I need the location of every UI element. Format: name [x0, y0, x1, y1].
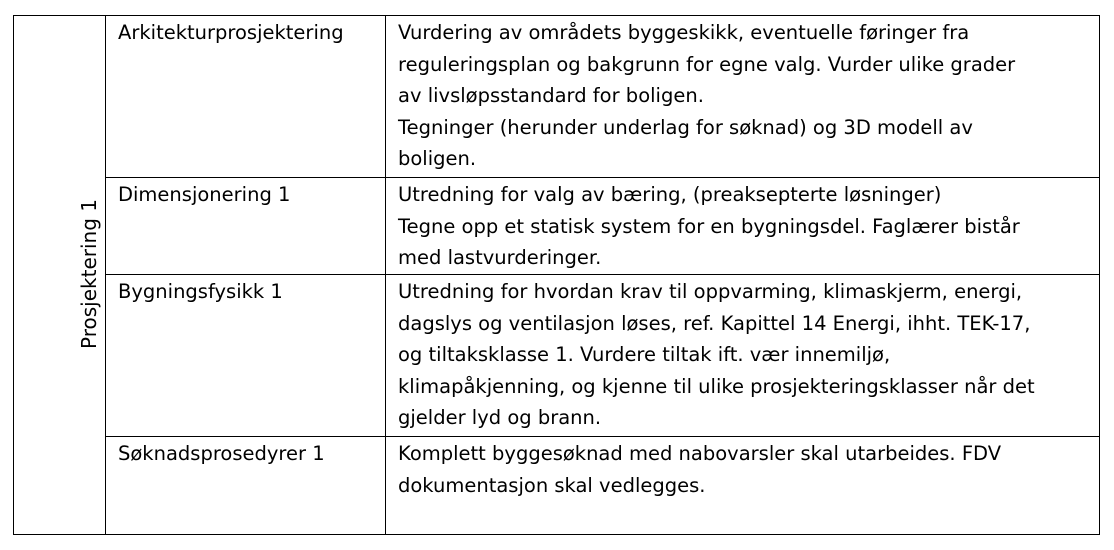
description-line: med lastvurderinger.	[398, 246, 602, 269]
description-cell	[386, 16, 1100, 178]
group-label: Prosjektering 1	[76, 199, 101, 350]
description-line: Vurdering av områdets byggeskikk, eventuelle føringer fra	[398, 21, 970, 44]
description-line: og tiltaksklasse 1. Vurdere tiltak ift. vær innemiljø,	[398, 343, 891, 366]
description-line: gjelder lyd og brann.	[398, 406, 602, 429]
description-line: Utredning for valg av bæring, (preaksepterte løsninger)	[398, 183, 942, 206]
topic-cell	[106, 16, 386, 178]
description-line: Tegninger (herunder underlag for søknad) og 3D modell av	[398, 115, 973, 139]
description-line: klimapåkjenning, og kjenne til ulike prosjekteringsklasser når det	[398, 374, 1035, 398]
description-line: reguleringsplan og bakgrunn for egne valg. Vurder ulike grader	[398, 52, 1016, 76]
description-line: Tegne opp et statisk system for en bygningsdel. Faglærer bistår	[398, 214, 1020, 238]
topic-label: Dimensjonering 1	[118, 183, 291, 206]
topic-label: Bygningsfysikk 1	[118, 280, 283, 303]
description-cell	[386, 178, 1100, 275]
table-row	[14, 178, 1100, 275]
table-row	[14, 275, 1100, 437]
topic-cell	[106, 178, 386, 275]
group-cell	[14, 16, 106, 535]
topic-label: Søknadsprosedyrer 1	[118, 442, 325, 465]
description-line: dagslys og ventilasjon løses, ref. Kapittel 14 Energi, ihht. TEK-17,	[398, 311, 1031, 335]
description-line: av livsløpsstandard for boligen.	[398, 84, 704, 107]
description-line: boligen.	[398, 147, 477, 170]
description-line: Komplett byggesøknad med nabovarsler skal utarbeides. FDV	[398, 442, 1002, 465]
description-line: Utredning for hvordan krav til oppvarming, klimaskjerm, energi,	[398, 280, 1023, 303]
description-line: dokumentasjon skal vedlegges.	[398, 473, 706, 497]
table-row	[14, 16, 1100, 178]
table-row	[14, 437, 1100, 535]
course-table	[13, 15, 1100, 535]
description-cell	[386, 275, 1100, 437]
topic-cell	[106, 275, 386, 437]
topic-label: Arkitekturprosjektering	[118, 21, 344, 44]
topic-cell	[106, 437, 386, 535]
description-cell	[386, 437, 1100, 535]
